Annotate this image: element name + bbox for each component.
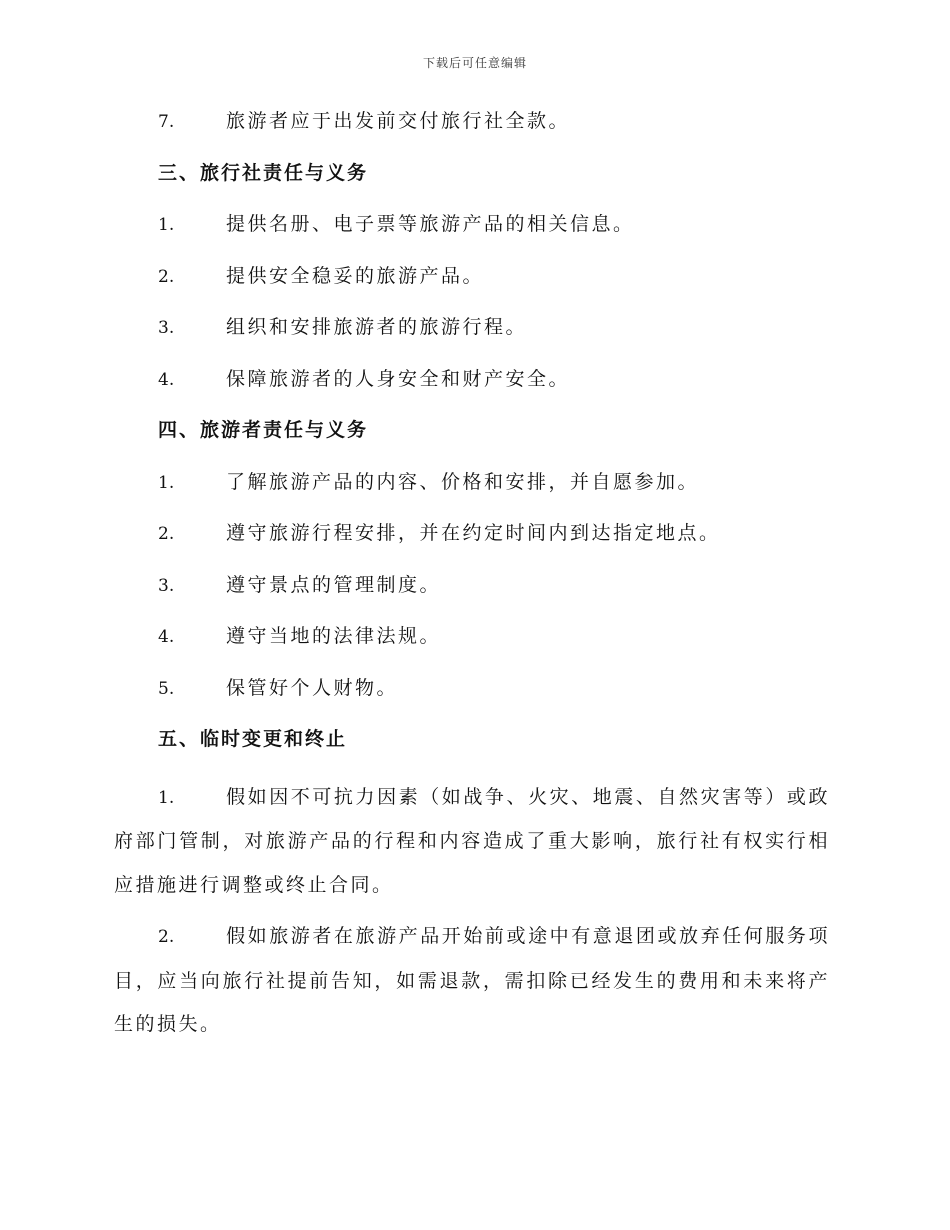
paragraph-text: 假如因不可抗力因素（如战争、火灾、地震、自然灾害等）或政府部门管制，对旅游产品的行程和内容造成了重大影响，旅行社有权实行相应措施进行调整或终止合同。 (114, 785, 830, 896)
item-number: 1. (158, 472, 175, 493)
list-item (114, 467, 834, 519)
list-item (114, 673, 834, 725)
list-item (114, 570, 834, 622)
item-number: 7. (158, 112, 175, 132)
item-number: 1. (158, 215, 175, 235)
section-heading-3: 三、旅行社责任与义务 (158, 161, 369, 184)
item-number: 3. (158, 575, 175, 596)
item-number: 2. (158, 266, 175, 287)
item-text: 旅游者应于出发前交付旅行社全款。 (226, 110, 571, 132)
list-item (114, 621, 834, 673)
item-number: 3. (158, 318, 175, 338)
paragraph (114, 776, 830, 908)
item-text: 遵守旅游行程安排，并在约定时间内到达指定地点。 (226, 522, 721, 544)
item-number: 4. (158, 369, 175, 390)
list-item (114, 364, 834, 416)
item-text: 遵守当地的法律法规。 (226, 625, 442, 647)
item-number: 5. (158, 678, 175, 699)
header-note: 下载后可任意编辑 (422, 56, 527, 70)
paragraph-number: 2. (158, 927, 175, 947)
item-text: 组织和安排旅游者的旅游行程。 (226, 316, 528, 338)
list-item (114, 261, 834, 313)
item-number: 2. (158, 524, 175, 544)
paragraph-text: 假如旅游者在旅游产品开始前或途中有意退团或放弃任何服务项目，应当向旅行社提前告知，如需退款，需扣除已经发生的费用和未来将产生的损失。 (114, 925, 830, 1035)
item-text: 保管好个人财物。 (226, 676, 399, 699)
section-heading-4: 四、旅游者责任与义务 (158, 419, 369, 441)
item-text: 遵守景点的管理制度。 (226, 573, 442, 596)
list-item (114, 106, 834, 158)
section-heading-5: 五、临时变更和终止 (158, 728, 348, 750)
paragraph (114, 915, 830, 1047)
list-item (114, 518, 834, 570)
list-item (114, 209, 834, 261)
item-text: 提供名册、电子票等旅游产品的相关信息。 (226, 213, 635, 235)
paragraph-number: 1. (158, 787, 175, 808)
item-number: 4. (158, 627, 175, 647)
item-text: 保障旅游者的人身安全和财产安全。 (226, 367, 571, 390)
list-item (114, 312, 834, 364)
document-body (114, 106, 834, 1055)
item-text: 提供安全稳妥的旅游产品。 (226, 264, 485, 287)
item-text: 了解旅游产品的内容、价格和安排，并自愿参加。 (226, 470, 700, 493)
